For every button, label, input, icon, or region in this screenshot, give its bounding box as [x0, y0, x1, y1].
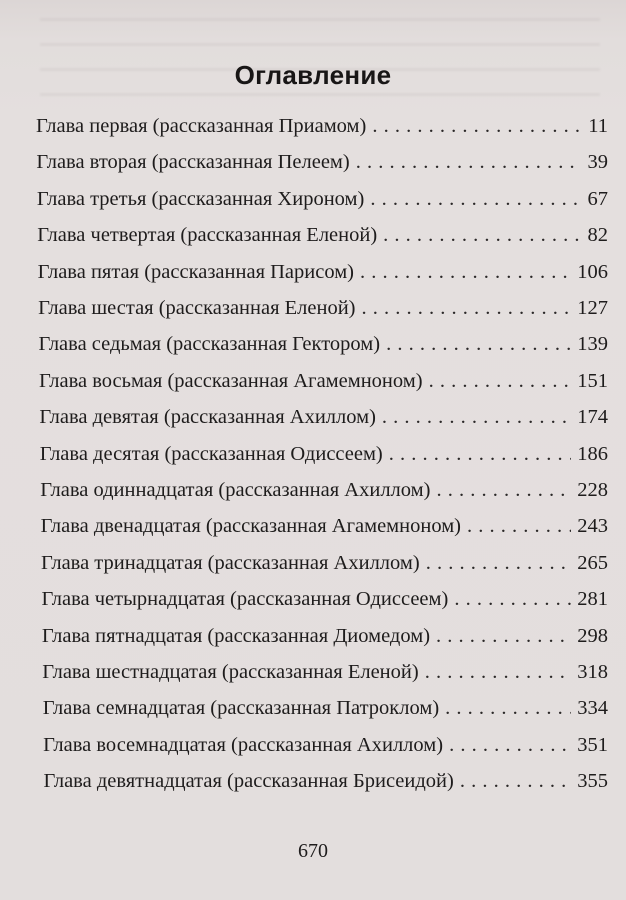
- toc-entry: [39, 403, 608, 431]
- toc-entry: [37, 221, 608, 249]
- toc-dot-leader: [467, 512, 571, 540]
- toc-entry-page: 82: [587, 224, 608, 247]
- toc-entry-title: Глава десятая (рассказанная Одиссеем): [39, 442, 383, 465]
- toc-dot-leader: [356, 148, 582, 176]
- toc-dot-leader: [426, 549, 572, 577]
- toc-entry: [41, 585, 608, 613]
- toc-entry: [37, 185, 608, 213]
- toc-entry-page: 334: [577, 697, 608, 720]
- show-through-text: [40, 0, 600, 110]
- toc-entry: [43, 694, 608, 722]
- toc-entry-page: 106: [577, 260, 608, 283]
- toc-dot-leader: [360, 258, 571, 286]
- toc-entry-title: Глава пятая (рассказанная Парисом): [37, 260, 355, 283]
- toc-entry-page: 281: [577, 588, 608, 611]
- toc-entry-title: Глава шестнадцатая (рассказанная Еленой): [42, 661, 419, 683]
- toc-entry-title: Глава седьмая (рассказанная Гектором): [38, 333, 381, 356]
- toc-dot-leader: [449, 731, 571, 759]
- toc-entry: [44, 767, 608, 795]
- toc-entry-title: Глава восьмая (рассказанная Агамемноном): [38, 369, 423, 392]
- toc-entry-page: 355: [577, 770, 608, 793]
- toc-dot-leader: [383, 221, 581, 249]
- toc-entry-title: Глава девятая (рассказанная Ахиллом): [39, 406, 376, 429]
- toc-entry-page: 127: [577, 297, 608, 319]
- toc-entry-title: Глава шестая (рассказанная Еленой): [38, 297, 356, 319]
- toc-dot-leader: [389, 440, 571, 468]
- toc-entry-title: Глава семнадцатая (рассказанная Патроклом): [42, 697, 440, 720]
- toc-dot-leader: [425, 658, 572, 686]
- toc-entry-title: Глава четвертая (рассказанная Еленой): [37, 224, 378, 247]
- toc-entry-title: Глава девятнадцатая (рассказанная Брисеидой): [43, 770, 454, 793]
- toc-dot-leader: [454, 585, 571, 613]
- page-number: 670: [298, 840, 328, 862]
- toc-entry: [42, 622, 608, 650]
- toc-entry: [42, 658, 608, 686]
- toc-entry: [38, 258, 608, 286]
- toc-entry-page: 228: [577, 479, 608, 501]
- toc-dot-leader: [436, 622, 571, 650]
- toc-entry-page: 351: [577, 733, 608, 756]
- toc-dot-leader: [386, 330, 571, 358]
- toc-dot-leader: [436, 476, 571, 504]
- toc-entry-title: Глава одиннадцатая (рассказанная Ахиллом): [40, 479, 431, 501]
- toc-dot-leader: [372, 112, 582, 140]
- toc-entry: [41, 549, 608, 577]
- toc-entry: [39, 330, 608, 358]
- toc-entry: [36, 112, 608, 140]
- toc-entry-title: Глава тринадцатая (рассказанная Ахиллом): [41, 551, 420, 574]
- toc-entry-page: 186: [577, 442, 608, 465]
- toc-entry-title: Глава четырнадцатая (рассказанная Одиссеем): [41, 588, 449, 611]
- toc-dot-leader: [362, 294, 572, 322]
- toc-entry: [38, 294, 608, 322]
- toc-entry-title: Глава пятнадцатая (рассказанная Диомедом): [41, 624, 431, 647]
- toc-entry: [39, 367, 608, 395]
- toc-entry: [41, 512, 608, 540]
- toc-entry-page: 67: [587, 187, 608, 210]
- toc-entry-page: 11: [588, 115, 608, 137]
- toc-entry-page: 139: [577, 333, 608, 356]
- toc-entry-page: 174: [577, 406, 608, 429]
- toc-entry-page: 243: [577, 515, 608, 538]
- toc-entry-title: Глава третья (рассказанная Хироном): [36, 187, 365, 210]
- toc-dot-leader: [370, 185, 581, 213]
- toc-entry: [40, 440, 608, 468]
- toc-dot-leader: [382, 403, 571, 431]
- toc-entry-title: Глава вторая (рассказанная Пелеем): [36, 151, 350, 174]
- toc-dot-leader: [445, 694, 571, 722]
- toc-entry-page: 298: [577, 624, 608, 647]
- toc-entry-page: 318: [577, 661, 608, 683]
- toc-entry: [40, 476, 608, 504]
- toc-entry-page: 151: [577, 369, 608, 392]
- toc-entry-title: Глава двенадцатая (рассказанная Агамемноном): [40, 515, 461, 538]
- toc-entry-title: Глава первая (рассказанная Приамом): [36, 115, 367, 137]
- toc-heading: Оглавление: [234, 60, 392, 90]
- toc-entry: [36, 148, 608, 176]
- toc-entry: [43, 731, 608, 759]
- toc-entry-page: 39: [587, 151, 608, 174]
- toc-dot-leader: [429, 367, 572, 395]
- toc-entry-title: Глава восемнадцатая (рассказанная Ахиллом): [43, 733, 444, 756]
- toc-entry-page: 265: [577, 551, 608, 574]
- toc-dot-leader: [460, 767, 571, 795]
